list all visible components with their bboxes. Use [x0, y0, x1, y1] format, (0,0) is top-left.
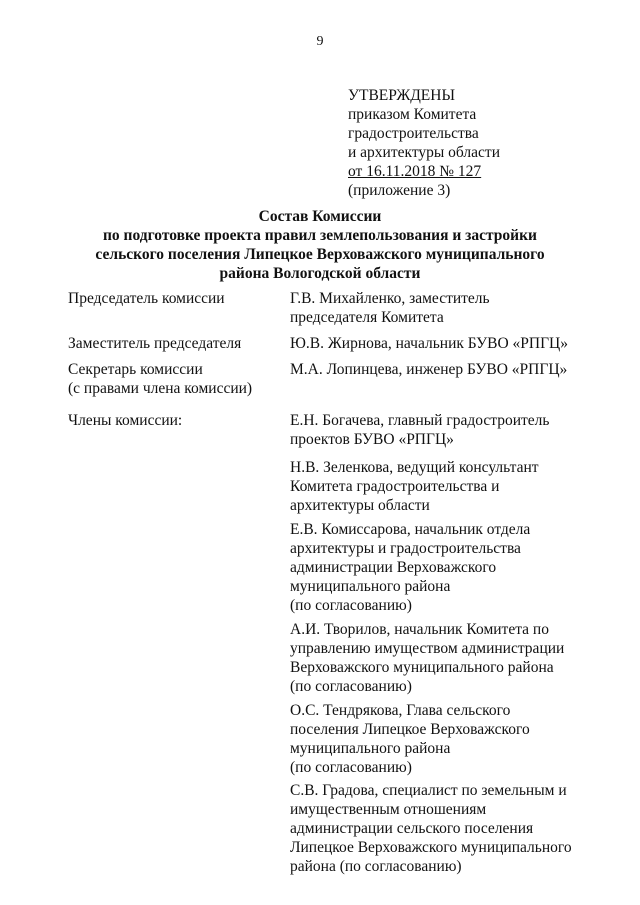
approval-block	[348, 86, 500, 200]
person-line: имущественным отношениям	[290, 801, 487, 818]
person-line: муниципального района	[290, 740, 451, 757]
approval-heading: УТВЕРЖДЕНЫ	[348, 87, 455, 104]
approval-line: градостроительства	[348, 125, 479, 142]
person-line: Комитета градостроительства и	[290, 478, 500, 495]
person-line: С.В. Градова, специалист по земельным и	[290, 782, 567, 799]
person-line: района (по согласованию)	[290, 858, 462, 875]
approval-line: приказом Комитета	[348, 106, 477, 123]
person-line: (по согласованию)	[290, 597, 412, 614]
person-line: Н.В. Зеленкова, ведущий консультант	[290, 459, 539, 476]
person-line: поселения Липецкое Верховажского	[290, 721, 530, 738]
title-line: по подготовке проекта правил землепользования и застройки	[103, 227, 537, 244]
document-title	[0, 207, 640, 283]
role-text: Секретарь комиссии	[68, 361, 203, 378]
person-line: проектов БУВО «РПГЦ»	[290, 431, 454, 448]
person-line: муниципального района	[290, 578, 451, 595]
person-line: архитектуры и градостроительства	[290, 540, 521, 557]
role-label	[68, 360, 278, 398]
title-line: сельского поселения Липецкое Верховажского муниципального	[95, 246, 545, 263]
role-label	[68, 289, 278, 308]
person-line: администрации Верховажского	[290, 559, 497, 576]
person-line: А.И. Творилов, начальник Комитета по	[290, 621, 549, 638]
person-info	[290, 360, 588, 379]
role-text: Члены комиссии:	[68, 412, 183, 429]
page-number: 9	[316, 34, 324, 49]
member-entry	[290, 701, 588, 777]
person-line: Г.В. Михайленко, заместитель	[290, 290, 490, 307]
approval-appendix: (приложение 3)	[348, 182, 451, 199]
person-line: (по согласованию)	[290, 678, 412, 695]
approval-date: от 16.11.2018 № 127	[348, 163, 482, 180]
person-line: председателя Комитета	[290, 309, 444, 326]
member-entry	[290, 458, 588, 515]
person-line: Верховажского муниципального района	[290, 659, 554, 676]
title-line: Состав Комиссии	[258, 208, 382, 225]
member-entry	[290, 520, 588, 615]
person-line: М.А. Лопинцева, инженер БУВО «РПГЦ»	[290, 361, 568, 378]
person-line: (по согласованию)	[290, 759, 412, 776]
role-text: (с правами члена комиссии)	[68, 380, 253, 397]
role-label	[68, 334, 278, 353]
person-line: Е.Н. Богачева, главный градостроитель	[290, 412, 550, 429]
role-text: Председатель комиссии	[68, 290, 225, 307]
person-line: Ю.В. Жирнова, начальник БУВО «РПГЦ»	[290, 335, 568, 352]
person-info	[290, 334, 588, 353]
person-line: администрации сельского поселения	[290, 820, 534, 837]
member-entry	[290, 620, 588, 696]
role-text: Заместитель председателя	[68, 335, 242, 352]
member-entry	[290, 781, 588, 876]
approval-line: и архитектуры области	[348, 144, 500, 161]
person-line: архитектуры области	[290, 497, 430, 514]
member-entry	[290, 411, 588, 449]
person-line: О.С. Тендрякова, Глава сельского	[290, 702, 511, 719]
person-line: Е.В. Комиссарова, начальник отдела	[290, 521, 531, 538]
person-line: Липецкое Верховажского муниципального	[290, 839, 572, 856]
title-line: района Вологодской области	[219, 265, 421, 282]
role-label	[68, 411, 278, 430]
person-line: управлению имуществом администрации	[290, 640, 565, 657]
person-info	[290, 289, 588, 327]
